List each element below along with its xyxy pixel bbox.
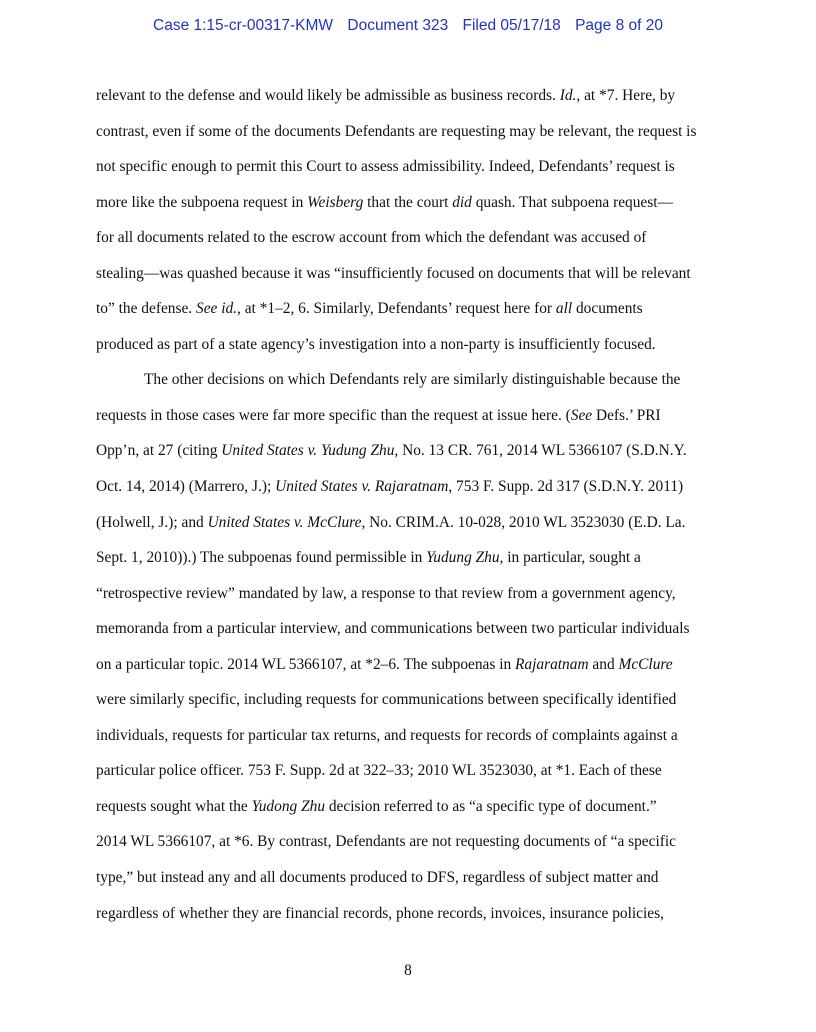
text-segment: “retrospective review” mandated by law, a response to that review from a government agency, bbox=[96, 584, 676, 602]
case-number: Case 1:15-cr-00317-KMW bbox=[153, 17, 334, 34]
text-segment: Opp’n, at 27 (citing bbox=[96, 442, 222, 460]
text-segment: more like the subpoena request in bbox=[96, 193, 308, 211]
italic-citation: See id. bbox=[196, 300, 238, 318]
text-line bbox=[96, 153, 724, 189]
text-segment: and bbox=[588, 655, 619, 673]
page-number: 8 bbox=[404, 962, 412, 979]
text-segment: 2014 WL 5366107, at *6. By contrast, Defendants are not requesting documents of “a specific bbox=[96, 833, 676, 851]
text-line bbox=[96, 437, 724, 473]
text-segment: requests in those cases were far more specific than the request at issue here. ( bbox=[96, 406, 571, 424]
text-line bbox=[96, 580, 724, 616]
text-line bbox=[96, 828, 724, 864]
text-segment: , in particular, sought a bbox=[499, 549, 641, 567]
italic-citation: Rajaratnam bbox=[515, 655, 589, 673]
italic-citation: United States v. Yudung Zhu bbox=[221, 442, 395, 460]
italic-citation: United States v. McClure bbox=[207, 513, 362, 531]
text-line bbox=[96, 118, 724, 154]
document-number: Document 323 bbox=[347, 17, 449, 34]
text-line bbox=[96, 366, 724, 402]
text-line bbox=[96, 722, 724, 758]
italic-citation: United States v. Rajaratnam bbox=[275, 478, 449, 496]
text-segment: produced as part of a state agency’s investigation into a non-party is insufficiently focused. bbox=[96, 335, 656, 353]
text-segment: for all documents related to the escrow account from which the defendant was accused of bbox=[96, 229, 647, 247]
text-segment: , 753 F. Supp. 2d 317 (S.D.N.Y. 2011) bbox=[448, 478, 684, 496]
text-segment: memoranda from a particular interview, and communications between two particular individuals bbox=[96, 620, 690, 638]
text-segment: that the court bbox=[363, 193, 453, 211]
text-segment: , at *7. Here, by bbox=[576, 87, 676, 104]
text-segment: Defs.’ PRI bbox=[592, 406, 661, 424]
text-line bbox=[96, 793, 724, 829]
text-segment: to” the defense. bbox=[96, 300, 196, 318]
text-segment: particular police officer. 753 F. Supp. 2d at 322–33; 2010 WL 3523030, at *1. Each of these bbox=[96, 762, 662, 780]
text-line bbox=[96, 331, 724, 367]
text-segment: Sept. 1, 2010)).) The subpoenas found permissible in bbox=[96, 549, 427, 567]
text-line bbox=[96, 686, 724, 722]
italic-citation: Id. bbox=[559, 87, 577, 104]
text-line bbox=[96, 260, 724, 296]
text-line bbox=[96, 295, 724, 331]
text-segment: documents bbox=[572, 300, 643, 318]
text-segment: type,” but instead any and all documents produced to DFS, regardless of subject matter and bbox=[96, 869, 659, 887]
text-line bbox=[96, 473, 724, 509]
italic-citation: all bbox=[555, 300, 573, 318]
text-segment: relevant to the defense and would likely be admissible as business records. bbox=[96, 87, 560, 104]
text-segment: (Holwell, J.); and bbox=[96, 513, 208, 531]
text-segment: Oct. 14, 2014) (Marrero, J.); bbox=[96, 478, 276, 496]
text-line bbox=[96, 544, 724, 580]
italic-citation: See bbox=[570, 406, 593, 424]
text-segment: not specific enough to permit this Court to assess admissibility. Indeed, Defendants’ request is bbox=[96, 158, 675, 176]
text-line bbox=[96, 402, 724, 438]
text-segment: were similarly specific, including requests for communications between specifically identified bbox=[96, 691, 677, 709]
text-segment: , at *1–2, 6. Similarly, Defendants’ request here for bbox=[237, 300, 556, 318]
italic-citation: Yudong Zhu bbox=[251, 797, 326, 815]
text-line bbox=[96, 615, 724, 651]
case-header bbox=[0, 17, 816, 35]
italic-citation: Weisberg bbox=[307, 193, 364, 211]
text-line bbox=[96, 651, 724, 687]
text-segment: , No. CRIM.A. 10-028, 2010 WL 3523030 (E.D. La. bbox=[361, 513, 686, 531]
text-line bbox=[96, 900, 724, 936]
italic-citation: McClure bbox=[618, 655, 673, 673]
text-segment: regardless of whether they are financial records, phone records, invoices, insurance policies, bbox=[96, 904, 664, 922]
text-segment: contrast, even if some of the documents Defendants are requesting may be relevant, the request is bbox=[96, 122, 697, 140]
text-segment: , No. 13 CR. 761, 2014 WL 5366107 (S.D.N.Y. bbox=[394, 442, 687, 460]
document-body bbox=[96, 82, 724, 935]
text-line bbox=[96, 224, 724, 260]
text-segment: requests sought what the bbox=[96, 797, 252, 815]
italic-citation: Yudung Zhu bbox=[426, 549, 500, 567]
text-line bbox=[96, 82, 724, 118]
text-line bbox=[96, 757, 724, 793]
text-line bbox=[96, 509, 724, 545]
page-indicator: Page 8 of 20 bbox=[575, 17, 663, 34]
text-segment: on a particular topic. 2014 WL 5366107, at *2–6. The subpoenas in bbox=[96, 655, 516, 673]
filed-date: Filed 05/17/18 bbox=[462, 17, 561, 34]
text-line bbox=[96, 864, 724, 900]
text-segment: individuals, requests for particular tax returns, and requests for records of complaints against a bbox=[96, 726, 678, 744]
italic-citation: did bbox=[452, 193, 472, 211]
text-segment: decision referred to as “a specific type of document.” bbox=[325, 797, 657, 815]
text-segment: stealing—was quashed because it was “insufficiently focused on documents that will be relevant bbox=[96, 264, 691, 282]
text-segment: quash. That subpoena request— bbox=[471, 193, 673, 211]
text-segment: The other decisions on which Defendants rely are similarly distinguishable because the bbox=[144, 371, 681, 389]
text-line bbox=[96, 189, 724, 225]
